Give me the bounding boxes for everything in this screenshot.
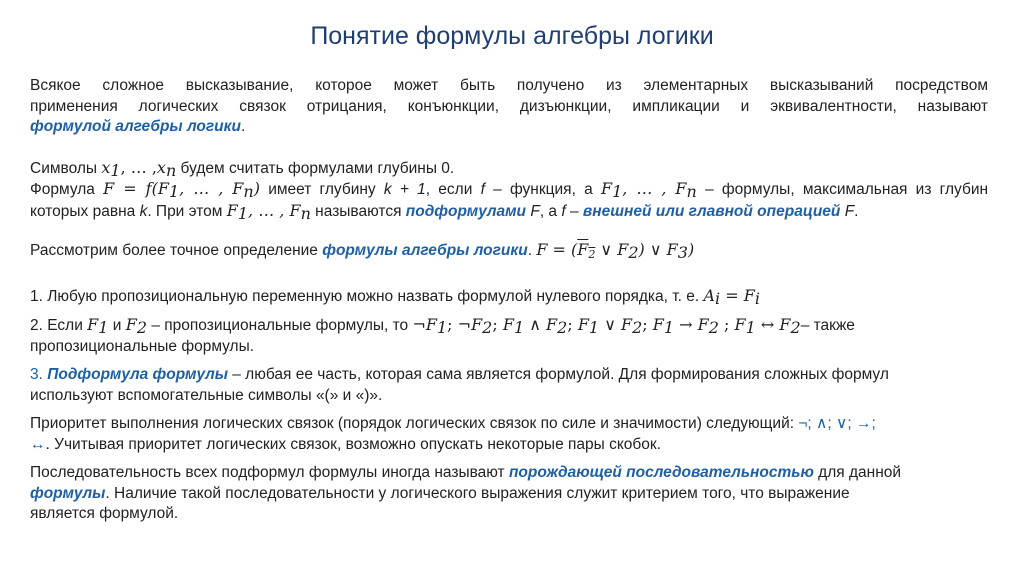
math-sub: i bbox=[754, 288, 760, 308]
term-subformulas: подформулами bbox=[405, 202, 527, 220]
math-sub: 1 bbox=[98, 318, 109, 337]
math-connective: ; bbox=[642, 315, 653, 334]
math-formula: ) bbox=[687, 240, 695, 259]
slide-body bbox=[30, 76, 988, 525]
paragraph-definition bbox=[30, 76, 988, 138]
paragraph-symbols bbox=[30, 158, 988, 180]
math-sub: 1 bbox=[745, 318, 756, 337]
paragraph-priority bbox=[30, 414, 988, 455]
text: – пропозициональные формулы, то bbox=[147, 317, 413, 334]
slide-title: Понятие формулы алгебры логики bbox=[310, 22, 714, 50]
math-x: x bbox=[101, 157, 111, 177]
paragraph-line bbox=[30, 463, 988, 484]
math-sub: n bbox=[686, 182, 697, 201]
paragraph-line bbox=[30, 365, 988, 386]
text: Приоритет выполнения логических связок (порядок логических связок по силе и значимости) следующий: bbox=[30, 415, 799, 432]
math-negated bbox=[577, 240, 595, 259]
text: Рассмотрим более точное определение bbox=[30, 242, 323, 259]
math-sub: 2 bbox=[588, 248, 596, 261]
math-formula: F = ( bbox=[536, 240, 578, 259]
math-sub: 1 bbox=[588, 318, 600, 337]
paragraph-line: применения логических связок отрицания, конъюнкции, дизъюнкции, импликации и эквивалентности, называют bbox=[30, 97, 988, 115]
operator-equivalence: ↔ bbox=[30, 435, 46, 453]
paragraph-line: пропозициональные формулы. bbox=[30, 337, 255, 355]
text: . При этом bbox=[147, 202, 227, 220]
operations-list bbox=[412, 315, 801, 337]
list-item-1 bbox=[30, 286, 988, 308]
math-formula: , … , F bbox=[179, 179, 244, 198]
math-sub: 3 bbox=[677, 243, 688, 262]
term-formula: формулой алгебры логики bbox=[30, 118, 241, 135]
math-connective: ; bbox=[567, 315, 578, 334]
math-x: x bbox=[156, 157, 166, 177]
paragraph-line bbox=[30, 435, 988, 456]
paragraph-line bbox=[30, 315, 988, 337]
math-formula: F bbox=[226, 200, 238, 220]
text-italic: F bbox=[530, 202, 540, 220]
math-sub: 1 bbox=[663, 318, 675, 337]
term-subformula: Подформула формулы bbox=[47, 366, 228, 383]
text: будем считать формулами глубины 0. bbox=[176, 159, 455, 177]
text: для данной bbox=[813, 464, 902, 481]
paragraph-line: используют вспомогательные символы «(» и «)». bbox=[30, 386, 383, 404]
math-sub: 1 bbox=[513, 318, 525, 337]
text: – любая ее часть, которая сама является формулой. Для формирования сложных формул bbox=[227, 366, 889, 383]
text: Символы bbox=[30, 159, 102, 177]
math-connective: ∨ bbox=[599, 315, 621, 334]
math-connective: ; bbox=[718, 315, 735, 334]
term-formula-short: формулы bbox=[30, 484, 106, 502]
math-sub: n bbox=[243, 182, 254, 201]
math-negated-var: F bbox=[577, 240, 589, 259]
text: Формула bbox=[30, 181, 104, 198]
paragraph-depth bbox=[30, 179, 988, 222]
math-sub: n bbox=[165, 160, 177, 180]
math-sub: 2 bbox=[136, 318, 148, 337]
text-italic: k bbox=[139, 202, 148, 220]
text: . bbox=[854, 202, 859, 220]
math-sub: 2 bbox=[557, 318, 568, 337]
math-operand: F bbox=[546, 315, 558, 334]
text: 1. Любую пропозициональную переменную можно назвать формулой нулевого порядка, т. е. bbox=[30, 287, 704, 305]
math-formula: , … , F bbox=[622, 179, 687, 198]
math-connective: → bbox=[674, 315, 698, 334]
text: . bbox=[240, 118, 246, 135]
paragraph-sequence bbox=[30, 463, 988, 525]
text-italic: f bbox=[480, 181, 485, 198]
math-sub: 1 bbox=[110, 160, 121, 180]
operator-priority: ¬; ∧; ∨; →; bbox=[798, 415, 876, 432]
paragraph-line: является формулой. bbox=[30, 505, 179, 522]
math-formula: F bbox=[600, 179, 613, 198]
math-formula: = F bbox=[720, 285, 755, 305]
math-operand: F bbox=[779, 315, 791, 334]
paragraph-line bbox=[30, 414, 988, 435]
math-sub: 2 bbox=[628, 243, 639, 262]
text: , если bbox=[425, 181, 481, 198]
text: . Учитывая приоритет логических связок, возможно опускать некоторые пары скобок. bbox=[45, 435, 661, 453]
math-operand: F bbox=[577, 315, 589, 334]
paragraph-line bbox=[30, 201, 988, 223]
math-formula: ) bbox=[253, 179, 260, 198]
paragraph-precise-definition bbox=[30, 240, 988, 262]
math-sub: 2 bbox=[482, 318, 493, 337]
paragraph-line: Всякое сложное высказывание, которое может быть получено из элементарных высказываний посредством bbox=[30, 77, 988, 94]
math-operand: F bbox=[502, 315, 514, 334]
math-dots: , … , bbox=[120, 157, 157, 177]
text: , а bbox=[539, 202, 562, 220]
text: Последовательность всех подформул формулы иногда называют bbox=[30, 464, 509, 481]
text-italic: k + 1 bbox=[383, 181, 426, 198]
list-item-3 bbox=[30, 365, 988, 406]
math-connective: ; bbox=[447, 315, 458, 334]
math-sub: 1 bbox=[168, 182, 180, 201]
text: 2. Если bbox=[30, 317, 88, 334]
math-formula: F bbox=[125, 315, 137, 334]
math-operand: F bbox=[652, 315, 664, 334]
text: которых равна bbox=[30, 202, 140, 220]
text: . Наличие такой последовательности у логического выражения служит критерием того, что выражение bbox=[105, 484, 850, 502]
list-number: 3. bbox=[30, 366, 48, 383]
math-operand: F bbox=[697, 315, 709, 334]
math-sub: i bbox=[715, 288, 721, 308]
math-sub: 2 bbox=[790, 318, 801, 337]
text-italic: f bbox=[561, 202, 566, 220]
term-generating-sequence: порождающей последовательностью bbox=[508, 464, 814, 481]
math-connective: ∧ bbox=[524, 315, 547, 334]
paragraph-line bbox=[30, 484, 988, 505]
text: – формулы, максимальная из глубин bbox=[696, 181, 989, 198]
math-sub: 2 bbox=[632, 318, 643, 337]
term-formula: формулы алгебры логики bbox=[322, 242, 528, 259]
math-operand: ¬F bbox=[457, 315, 483, 334]
math-operand: F bbox=[621, 315, 633, 334]
text: называются bbox=[310, 202, 406, 220]
math-formula: A bbox=[703, 285, 716, 305]
text: . bbox=[527, 242, 537, 259]
math-sub: 2 bbox=[708, 318, 719, 337]
list-item-2 bbox=[30, 315, 988, 357]
text: имеет глубину bbox=[259, 181, 384, 198]
math-operand: F bbox=[734, 315, 746, 334]
text: и bbox=[108, 317, 126, 334]
math-sub: 1 bbox=[237, 203, 249, 223]
text: – функция, а bbox=[484, 181, 601, 198]
math-connective: ; bbox=[492, 315, 503, 334]
text-italic: F bbox=[844, 202, 855, 220]
math-sub: 1 bbox=[436, 318, 448, 337]
math-sub: 1 bbox=[612, 182, 623, 201]
text: – также bbox=[800, 317, 855, 334]
math-formula: F bbox=[87, 315, 99, 334]
math-formula: , … , F bbox=[248, 200, 301, 220]
paragraph-line bbox=[30, 117, 988, 138]
math-operand: ¬F bbox=[412, 315, 437, 334]
text: – bbox=[565, 202, 583, 220]
math-formula: ) ∨ F bbox=[638, 240, 678, 259]
math-formula: F = f(F bbox=[103, 179, 169, 198]
term-main-operation: внешней или главной операцией bbox=[582, 202, 841, 220]
math-formula: ∨ F bbox=[595, 240, 629, 259]
paragraph-line bbox=[30, 179, 988, 201]
math-connective: ↔ bbox=[755, 315, 780, 334]
math-sub: n bbox=[300, 203, 311, 223]
